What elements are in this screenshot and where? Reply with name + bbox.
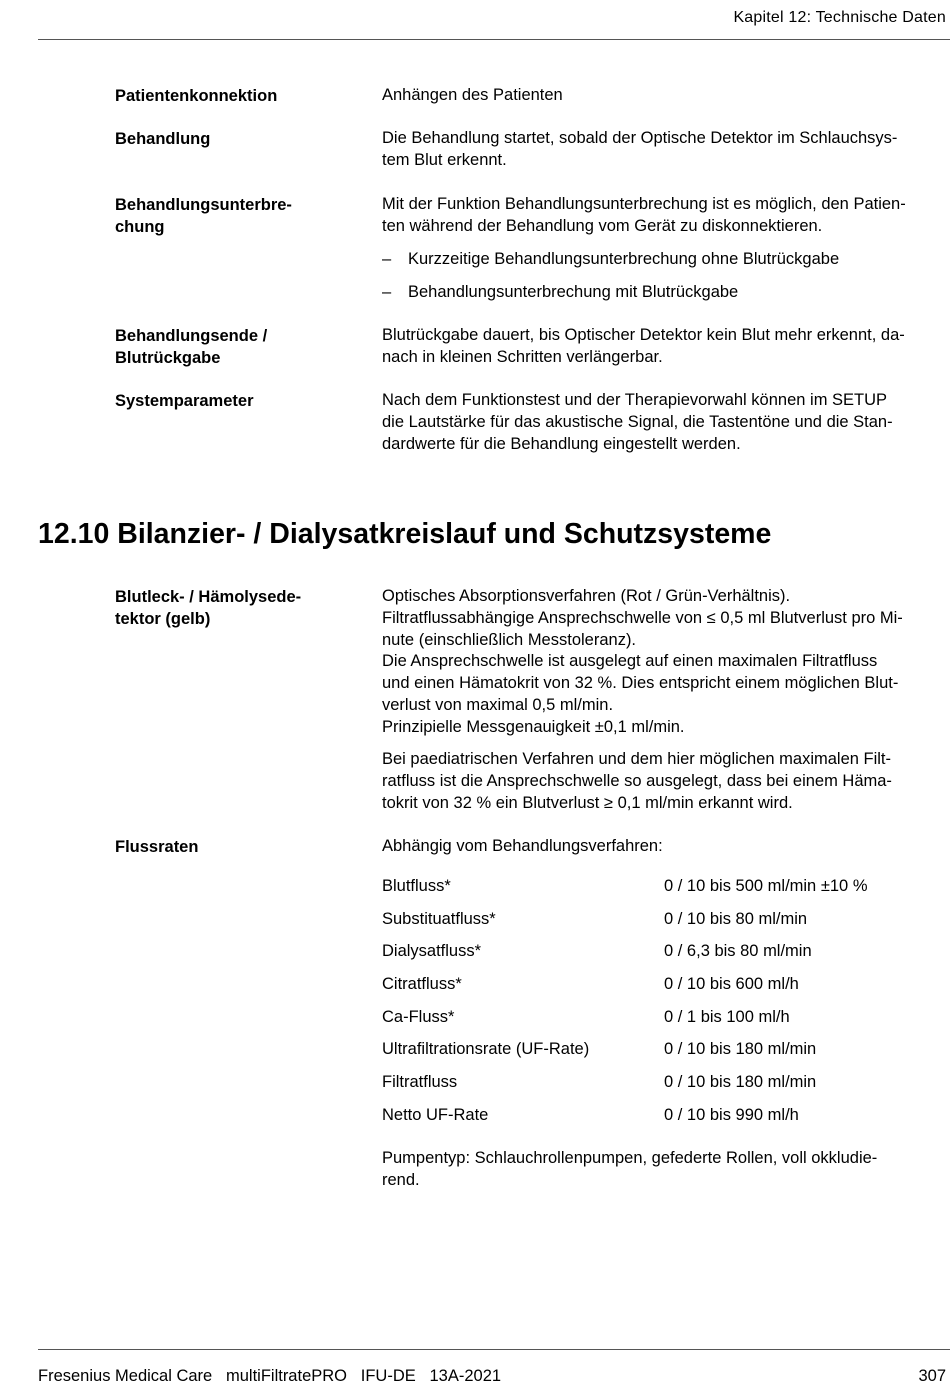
desc-line: Anhängen des Patienten [382,86,563,104]
desc-line: nute (einschließlich Messtoleranz). [382,630,637,649]
desc-line: nach in kleinen Schritten verlängerbar. [382,347,663,366]
desc-behandlungsende [382,325,948,369]
bullet-dash: – [382,283,392,301]
term-behandlungsende [115,325,355,369]
rate-label: Citratfluss* [382,975,462,993]
term-flussraten: Flussraten [115,838,199,856]
rate-label: Substituatfluss* [382,910,496,928]
desc-line: rend. [382,1170,420,1189]
desc-line: Mit der Funktion Behandlungsunterbrechung ist es möglich, den Patien- [382,195,906,213]
rate-label: Filtratfluss [382,1073,458,1091]
flussraten-intro: Abhängig vom Behandlungsverfahren: [382,837,663,855]
pumpentyp-text [382,1148,948,1192]
footer-rule [38,1349,950,1350]
desc-line: Die Behandlung startet, sobald der Optische Detektor im Schlauchsys- [382,129,898,147]
desc-line: Filtratflussabhängige Ansprechschwelle von ≤ 0,5 ml Blutverlust pro Mi- [382,608,903,627]
term-line: Behandlungsunterbre- [115,196,292,214]
page-number: 307 [918,1367,946,1385]
desc-line: dardwerte für die Behandlung eingestellt werden. [382,434,741,453]
desc-line: ten während der Behandlung vom Gerät zu diskonnektieren. [382,216,823,235]
rate-label: Netto UF-Rate [382,1106,489,1124]
bullet-item [382,248,839,270]
term-patientenkonnektion: Patientenkonnektion [115,87,278,105]
term-line: Behandlungsende / [115,327,268,345]
desc-line: und einen Hämatokrit von 32 %. Dies entspricht einem möglichen Blut- [382,674,899,693]
desc-line: Nach dem Funktionstest und der Therapievorwahl können im SETUP [382,391,888,409]
bullet-text: Kurzzeitige Behandlungsunterbrechung ohne Blutrückgabe [408,250,840,268]
term-behandlungsunterbrechung [115,194,355,238]
term-systemparameter: Systemparameter [115,392,254,410]
bullet-dash: – [382,250,392,268]
rate-value: 0 / 10 bis 180 ml/min [664,1040,817,1058]
bullet-item [382,281,738,303]
term-line: tektor (gelb) [115,610,211,628]
rate-value: 0 / 1 bis 100 ml/h [664,1008,790,1026]
desc-line: Prinzipielle Messgenauigkeit ±0,1 ml/min. [382,717,685,736]
desc-behandlungsunterbrechung [382,194,948,238]
desc-behandlung [382,128,948,172]
bullet-text: Behandlungsunterbrechung mit Blutrückgabe [408,283,739,301]
desc-line: Bei paediatrischen Verfahren und dem hier möglichen maximalen Filt- [382,750,892,768]
rate-label: Dialysatfluss* [382,942,482,960]
rate-value: 0 / 6,3 bis 80 ml/min [664,942,812,960]
term-line: chung [115,218,165,236]
rate-value: 0 / 10 bis 180 ml/min [664,1073,817,1091]
desc-line: verlust von maximal 0,5 ml/min. [382,695,614,714]
rate-value: 0 / 10 bis 80 ml/min [664,910,808,928]
rate-label: Ca-Fluss* [382,1008,455,1026]
desc-patientenkonnektion [382,85,948,107]
section-title: 12.10 Bilanzier- / Dialysatkreislauf und Schutzsysteme [38,518,772,550]
term-blutleck [115,586,355,630]
desc-line: die Lautstärke für das akustische Signal, die Tastentöne und die Stan- [382,412,893,431]
desc-line: tokrit von 32 % ein Blutverlust ≥ 0,1 ml/min erkannt wird. [382,793,793,812]
chapter-header: Kapitel 12: Technische Daten [733,9,946,26]
desc-line: Pumpentyp: Schlauchrollenpumpen, gefederte Rollen, voll okkludie- [382,1149,878,1167]
rate-value: 0 / 10 bis 990 ml/h [664,1106,799,1124]
desc-line: Die Ansprechschwelle ist ausgelegt auf einen maximalen Filtratfluss [382,652,878,671]
desc-line: ratfluss ist die Ansprechschwelle so ausgelegt, dass bei einem Häma- [382,771,892,790]
desc-line: Blutrückgabe dauert, bis Optischer Detektor kein Blut mehr erkennt, da- [382,326,905,344]
rate-label: Blutfluss* [382,877,451,895]
rate-value: 0 / 10 bis 500 ml/min ±10 % [664,877,868,895]
rate-label: Ultrafiltrationsrate (UF-Rate) [382,1040,590,1058]
desc-blutleck-paediatric [382,749,948,814]
desc-line: tem Blut erkennt. [382,150,507,169]
rate-value: 0 / 10 bis 600 ml/h [664,975,799,993]
desc-blutleck [382,586,948,739]
term-line: Blutrückgabe [115,349,221,367]
header-rule [38,39,950,40]
term-line: Blutleck- / Hämolysede- [115,588,302,606]
term-behandlung: Behandlung [115,130,211,148]
footer-document-info: Fresenius Medical Care multiFiltratePRO IFU-DE 13A-2021 [38,1367,502,1385]
desc-systemparameter [382,390,948,455]
desc-line: Optisches Absorptionsverfahren (Rot / Grün-Verhältnis). [382,587,791,605]
